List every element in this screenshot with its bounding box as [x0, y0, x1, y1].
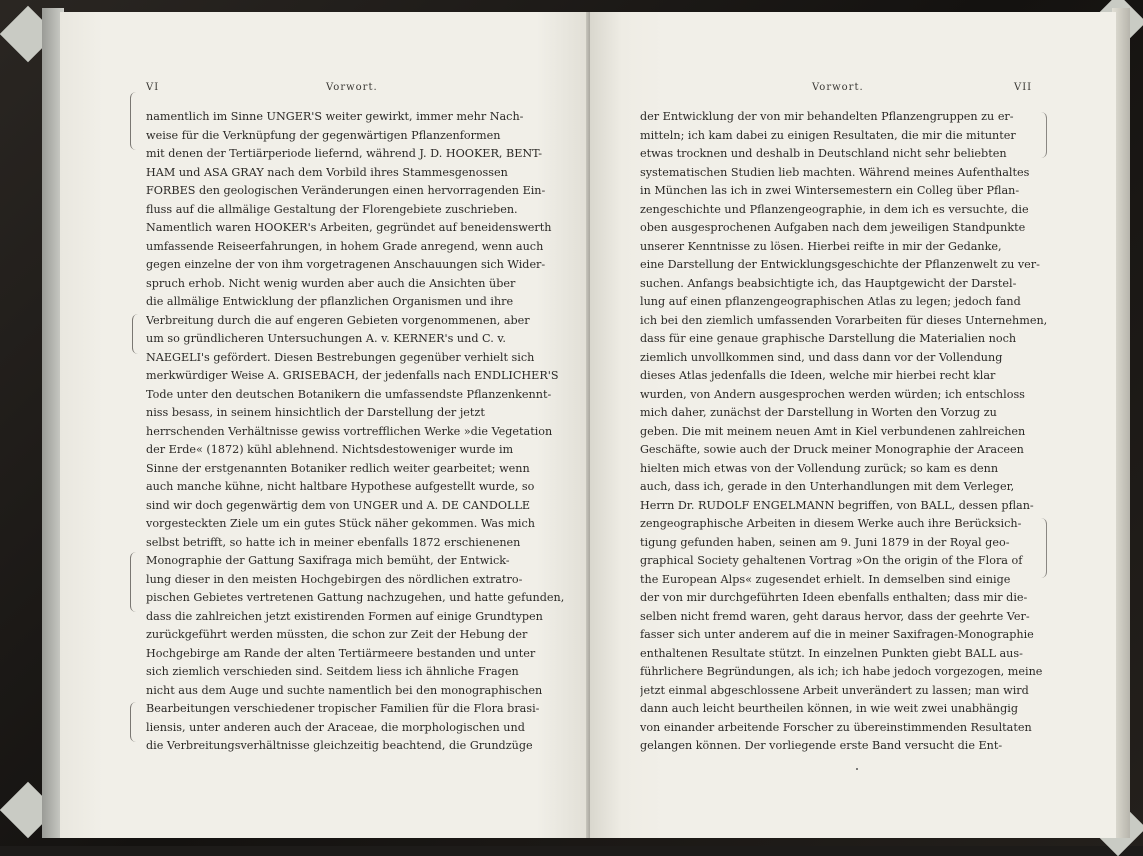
text-line: HAM und ASA GRAY nach dem Vorbild ihres Stammesgenossen — [146, 165, 508, 179]
text-line: lung auf einen pflanzengeographischen Atlas zu legen; jedoch fand — [640, 295, 1021, 308]
text-line: FORBES den geologischen Veränderungen einen hervorragenden Ein- — [146, 184, 546, 197]
text-line: dass die zahlreichen jetzt existirenden Formen auf einige Grundtypen — [146, 609, 543, 623]
text-line: sich ziemlich verschieden sind. Seitdem liess ich ähnliche Fragen — [146, 665, 519, 678]
text-line: die Verbreitungsverhältnisse gleichzeitig beachtend, die Grundzüge — [146, 739, 533, 752]
text-line: the European Alps« zugesendet erhielt. In demselben sind einige — [640, 572, 1011, 586]
text-line: niss besass, in seinem hinsichtlich der Darstellung der jetzt — [146, 406, 485, 419]
text-line: auch manche kühne, nicht haltbare Hypothese aufgestellt wurde, so — [146, 480, 535, 493]
text-line: gegen einzelne der von ihm vorgetragenen Anschauungen sich Wider- — [146, 258, 546, 271]
text-line: enthaltenen Resultate stützt. In einzelnen Punkten giebt BALL aus- — [640, 646, 1023, 660]
text-line: zurückgeführt werden müssten, die schon zur Zeit der Hebung der — [146, 628, 528, 641]
text-line: systematischen Studien lieb machten. Während meines Aufenthaltes — [640, 165, 1030, 179]
text-line: fasser sich unter anderem auf die in meiner Saxifragen-Monographie — [640, 628, 1034, 641]
running-head: Vorwort. — [326, 82, 378, 93]
text-line: mich daher, zunächst der Darstellung in Worten den Vorzug zu — [640, 406, 997, 419]
left-page — [60, 12, 590, 838]
text-line: der Entwicklung der von mir behandelten Pflanzengruppen zu er- — [640, 110, 1014, 123]
text-line: wurden, von Andern ausgesprochen werden würden; ich entschloss — [640, 387, 1025, 401]
text-line: Verbreitung durch die auf engeren Gebieten vorgenommenen, aber — [146, 313, 530, 327]
text-line: von einander arbeitende Forscher zu übereinstimmenden Resultaten — [640, 720, 1032, 734]
margin-annotation — [1036, 518, 1047, 578]
text-line: Bearbeitungen verschiedener tropischer Familien für die Flora brasi- — [146, 702, 540, 715]
text-line: führlichere Begründungen, als ich; ich habe jedoch vorgezogen, meine — [640, 665, 1043, 678]
text-line: umfassende Reiseerfahrungen, in hohem Grade anregend, wenn auch — [146, 239, 544, 253]
margin-annotation — [130, 702, 141, 742]
running-head: Vorwort. — [812, 82, 864, 93]
text-line: herrschenden Verhältnisse gewiss vortrefflichen Werke »die Vegetation — [146, 424, 553, 438]
text-line: zengeographische Arbeiten in diesem Werke auch ihre Berücksich- — [640, 517, 1022, 530]
text-line: fluss auf die allmälige Gestaltung der Florengebiete zuschrieben. — [146, 202, 518, 216]
text-line: eine Darstellung der Entwicklungsgeschichte der Pflanzenwelt zu ver- — [640, 258, 1040, 271]
text-line: dann auch leicht beurtheilen können, in wie weit zwei unabhängig — [640, 702, 1019, 715]
body-text — [640, 108, 1074, 756]
text-line: selbst betrifft, so hatte ich in meiner ebenfalls 1872 erschienenen — [146, 535, 521, 549]
text-line: Geschäfte, sowie auch der Druck meiner Monographie der Araceen — [640, 443, 1024, 456]
text-line: in München las ich in zwei Wintersemestern ein Colleg über Pflan- — [640, 184, 1020, 197]
text-line: selben nicht fremd waren, geht daraus hervor, dass der geehrte Ver- — [640, 609, 1030, 623]
text-line: mit denen der Tertiärperiode liefernd, während J. D. HOOKER, BENT- — [146, 147, 542, 160]
margin-annotation — [130, 552, 141, 612]
text-line: NAEGELI's gefördert. Diesen Bestrebungen gegenüber verhielt sich — [146, 350, 535, 364]
text-line: pischen Gebietes vertretenen Gattung nachzugehen, und hatte gefunden, — [146, 591, 565, 604]
text-line: dieses Atlas jedenfalls die Ideen, welche mir hierbei recht klar — [640, 369, 996, 382]
text-line: liensis, unter anderen auch der Araceae, die morphologischen und — [146, 720, 525, 734]
text-line: dass für eine genaue graphische Darstellung die Materialien noch — [640, 332, 1017, 345]
text-line: tigung gefunden haben, seinen am 9. Juni 1879 in der Royal geo- — [640, 535, 1010, 549]
margin-annotation — [132, 314, 143, 354]
text-line: Herrn Dr. RUDOLF ENGELMANN begriffen, von BALL, dessen pflan- — [640, 498, 1034, 512]
text-line: mitteln; ich kam dabei zu einigen Resultaten, die mir die mitunter — [640, 128, 1016, 142]
text-line: der Erde« (1872) kühl ablehnend. Nichtsdestoweniger wurde im — [146, 443, 514, 456]
text-line: auch, dass ich, gerade in den Unterhandlungen mit dem Verleger, — [640, 480, 1015, 493]
page-number: VI — [146, 82, 160, 93]
text-line: Tode unter den deutschen Botanikern die umfassendste Pflanzenkennt- — [146, 387, 552, 401]
right-page — [590, 12, 1116, 838]
text-line: weise für die Verknüpfung der gegenwärtigen Pflanzenformen — [146, 128, 501, 142]
text-line: spruch erhob. Nicht wenig wurden aber auch die Ansichten über — [146, 276, 516, 290]
paper-speck — [856, 768, 858, 770]
text-line: geben. Die mit meinem neuen Amt in Kiel verbundenen zahlreichen — [640, 424, 1026, 438]
text-line: ziemlich unvollkommen sind, und dass dann vor der Vollendung — [640, 350, 1003, 364]
text-line: Namentlich waren HOOKER's Arbeiten, gegründet auf beneidenswerth — [146, 221, 552, 234]
text-line: Hochgebirge am Rande der alten Tertiärmeere bestanden und unter — [146, 646, 536, 660]
text-line: unserer Kenntnisse zu lösen. Hierbei reifte in mir der Gedanke, — [640, 239, 1002, 253]
text-line: etwas trocknen und deshalb in Deutschland nicht sehr beliebten — [640, 147, 1007, 160]
margin-annotation — [1036, 112, 1047, 158]
body-text — [146, 108, 600, 756]
text-line: ich bei den ziemlich umfassenden Vorarbeiten für dieses Unternehmen, — [640, 313, 1048, 327]
text-line: vorgesteckten Ziele um ein gutes Stück näher gekommen. Was mich — [146, 517, 535, 530]
text-line: graphical Society gehaltenen Vortrag »On the origin of the Flora of — [640, 554, 1023, 567]
text-line: um so gründlicheren Untersuchungen A. v. KERNER's und C. v. — [146, 332, 506, 345]
margin-annotation — [130, 92, 141, 150]
text-line: oben ausgesprochenen Aufgaben nach dem jeweiligen Standpunkte — [640, 221, 1026, 234]
page-number: VII — [1014, 82, 1033, 93]
text-line: die allmälige Entwicklung der pflanzlichen Organismen und ihre — [146, 295, 514, 308]
text-line: gelangen können. Der vorliegende erste Band versucht die Ent- — [640, 739, 1003, 752]
text-line: zengeschichte und Pflanzengeographie, in dem ich es versuchte, die — [640, 202, 1029, 216]
text-line: hielten mich etwas von der Vollendung zurück; so kam es denn — [640, 461, 999, 475]
text-line: merkwürdiger Weise A. GRISEBACH, der jedenfalls nach ENDLICHER'S — [146, 369, 559, 382]
text-line: namentlich im Sinne UNGER'S weiter gewirkt, immer mehr Nach- — [146, 110, 524, 123]
text-line: der von mir durchgeführten Ideen ebenfalls enthalten; dass mir die- — [640, 591, 1028, 604]
text-line: Monographie der Gattung Saxifraga mich bemüht, der Entwick- — [146, 554, 510, 567]
text-line: sind wir doch gegenwärtig dem von UNGER und A. DE CANDOLLE — [146, 498, 531, 512]
text-line: lung dieser in den meisten Hochgebirgen des nördlichen extratro- — [146, 572, 523, 586]
text-line: jetzt einmal abgeschlossene Arbeit unverändert zu lassen; man wird — [640, 683, 1029, 697]
text-line: Sinne der erstgenannten Botaniker redlich weiter gearbeitet; wenn — [146, 461, 530, 475]
text-line: nicht aus dem Auge und suchte namentlich bei den monographischen — [146, 683, 543, 697]
text-line: suchen. Anfangs beabsichtigte ich, das Hauptgewicht der Darstel- — [640, 276, 1017, 290]
